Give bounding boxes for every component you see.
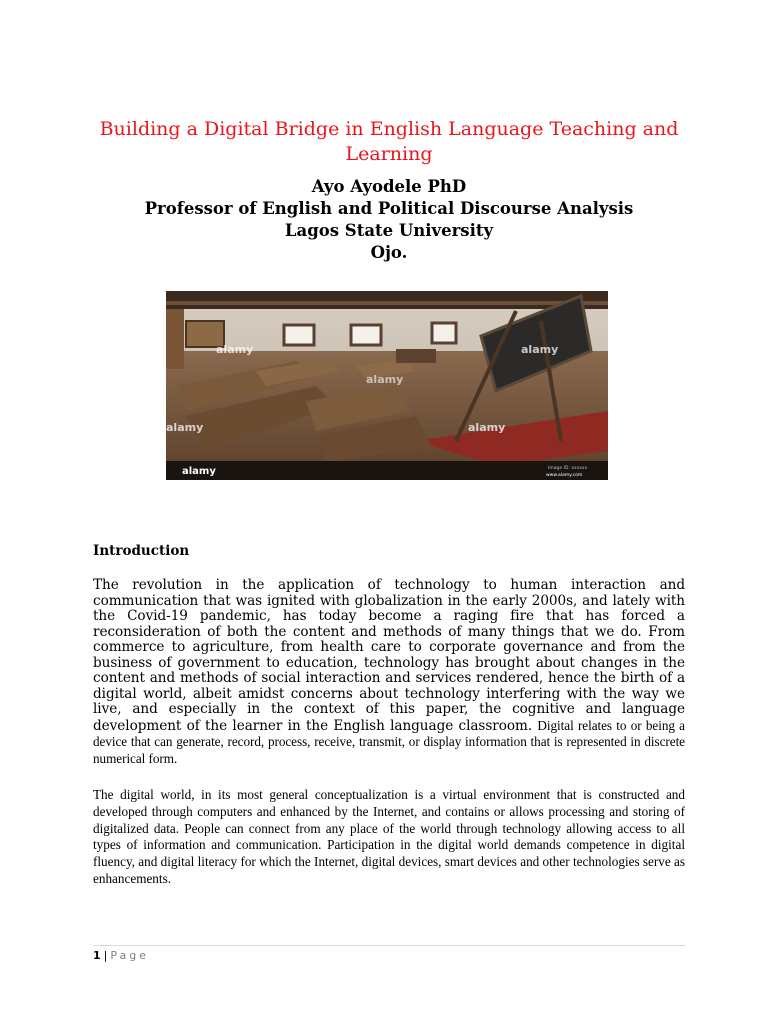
intro-paragraph-1 (93, 578, 685, 767)
watermark: alamy (216, 343, 254, 356)
teacher-desk (396, 349, 436, 363)
footer-separator: | (103, 949, 108, 962)
alamy-logo: alamy (182, 466, 216, 477)
author-name: Ayo Ayodele PhD (311, 177, 467, 196)
classroom-photo (166, 291, 608, 480)
intro-paragraph-2: The digital world, in its most general conceptualization is a virtual environment that is constructed and developed through computers and enhanced by the Internet, and contains or allows processing and storing of digitalized data. People can connect from any place of the world through technology allowing access to all types of information and communication. Participation in the digital world demands competence in digital fluency, and digital literacy for which the Internet, digital devices, smart devices and other technologies serve as enhancements. (93, 787, 686, 886)
watermark: alamy (468, 421, 506, 434)
image-url: www.alamy.com (546, 473, 583, 478)
section-heading: Introduction (93, 543, 190, 559)
document-title: Building a Digital Bridge in English Language Teaching and Learning (99, 118, 679, 165)
page-number: 1 (93, 949, 101, 962)
author-position: Professor of English and Political Discourse Analysis (144, 199, 634, 218)
image-id: Image ID: xxxxxx (548, 466, 588, 471)
window (351, 325, 381, 345)
watermark: alamy (166, 421, 204, 434)
window (284, 325, 314, 345)
watermark: alamy (521, 343, 559, 356)
footer-divider (93, 945, 685, 946)
window (432, 323, 456, 343)
author-institution: Lagos State University (284, 221, 494, 240)
author-block (80, 176, 698, 264)
paragraph-text: The revolution in the application of technology to human interaction and communication that was ignited with globalization in the early 2000s, and lately with the Covid-19 pandemic, has today become a raging fire that has forced a reconsideration of both the content and methods of many things that we do. From commerce to agriculture, from health care to corporate governance and from the business of government to education, technology has brought about changes in the content and methods of social interaction and services rendered, hence the birth of a digital world, albeit amidst concerns about technology interfering with the way we live, and especially in the context of this paper, the cognitive and language development of the learner in the English language classroom. (93, 577, 685, 734)
page-label: Page (110, 949, 150, 962)
watermark: alamy (366, 373, 404, 386)
page-footer (93, 949, 149, 962)
classroom-illustration (166, 291, 608, 480)
author-location: Ojo. (370, 243, 408, 262)
digital-definition: Digital relates to or being a device that can generate, record, process, receive, transmit, or display information that is represented in discrete numerical form. (93, 717, 685, 766)
